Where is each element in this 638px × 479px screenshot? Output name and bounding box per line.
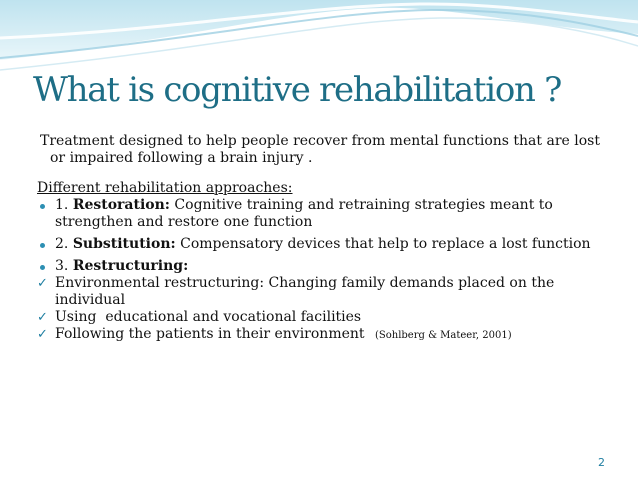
- approach-text: Compensatory devices that help to replace a lost function: [180, 236, 591, 252]
- approach-text: Cognitive training and retraining strategies meant to strengthen and restore one function: [55, 197, 553, 230]
- approach-term: Substitution:: [72, 236, 176, 252]
- approach-term: Restructuring:: [72, 258, 189, 274]
- approach-item-restructuring: [37, 258, 617, 275]
- dot-bullet-icon: [37, 258, 51, 275]
- intro-text: Treatment designed to help people recover from mental functions that are lost or impaired following a brain injury .: [40, 133, 600, 166]
- approaches-heading: Different rehabilitation approaches:: [37, 180, 293, 196]
- page-number: 2: [598, 456, 605, 469]
- check-mark-icon: ✓: [37, 310, 48, 325]
- restructuring-item: [37, 275, 617, 309]
- restructuring-text: Using educational and vocational facilities: [55, 309, 362, 325]
- approach-item-substitution: [37, 236, 617, 253]
- slide-title: What is cognitive rehabilitation ?: [33, 70, 562, 110]
- restructuring-text: Environmental restructuring: Changing family demands placed on the individual: [55, 275, 555, 308]
- dot-bullet-icon: [37, 236, 51, 253]
- approach-term: Restoration:: [72, 197, 170, 213]
- dot-bullet-icon: [37, 197, 51, 214]
- citation: (Sohlberg & Mateer, 2001): [374, 330, 512, 341]
- check-mark-icon: ✓: [37, 276, 48, 291]
- approach-number: 1.: [55, 197, 69, 213]
- restructuring-text: Following the patients in their environment: [55, 326, 365, 342]
- check-mark-icon: ✓: [37, 327, 48, 342]
- approach-number: 3.: [55, 258, 69, 274]
- restructuring-item: [37, 326, 617, 344]
- restructuring-item: [37, 309, 617, 326]
- approach-number: 2.: [55, 236, 69, 252]
- slide-body: [37, 133, 617, 344]
- approach-item-restoration: [37, 197, 617, 231]
